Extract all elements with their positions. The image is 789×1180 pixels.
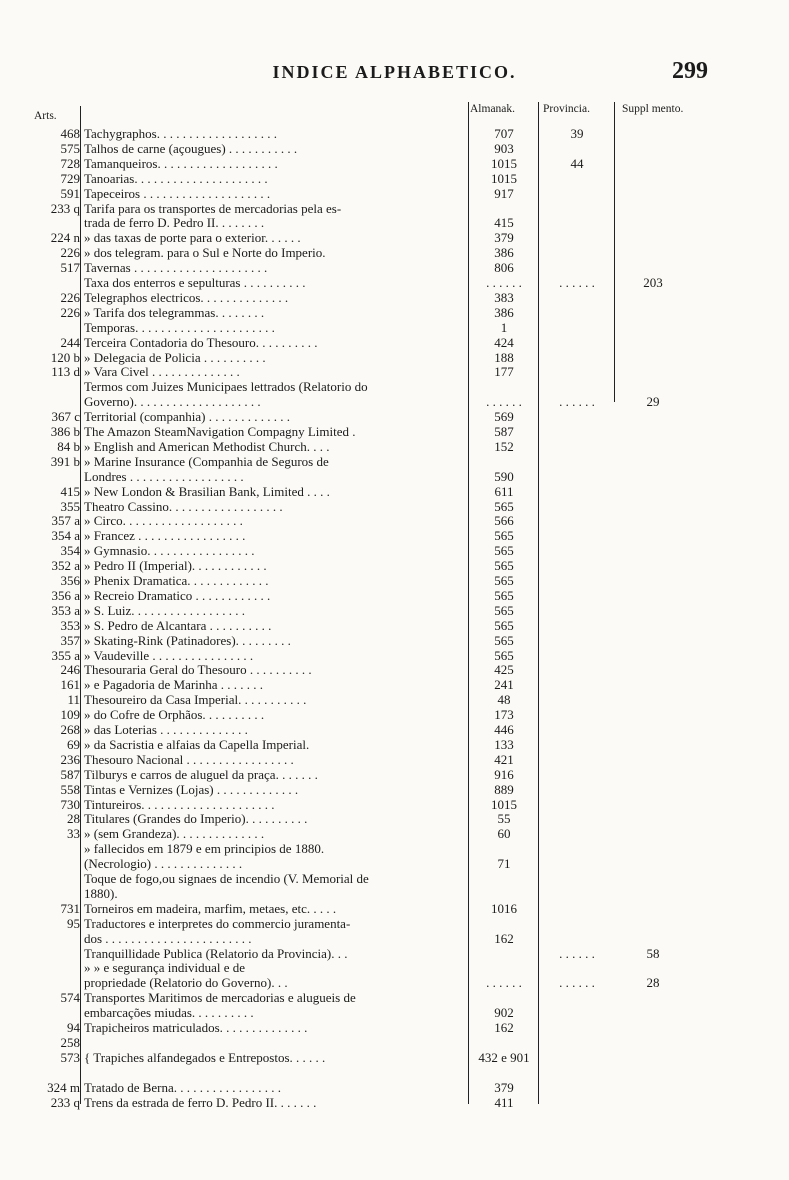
almanak-page: 48	[497, 692, 511, 708]
table-row	[0, 782, 789, 797]
almanak-page: . . . . . .	[486, 975, 522, 991]
table-row	[0, 454, 789, 469]
entry-text: » fallecidos em 1879 e em principios de 1880.	[84, 841, 325, 857]
almanak-page: 707	[494, 126, 514, 141]
almanak-page: 1015	[491, 796, 517, 812]
entry-text: » » e segurança individual e de	[84, 960, 245, 976]
almanak-page: 425	[494, 662, 514, 678]
article-number: 355	[60, 498, 80, 514]
entry-text: Telegraphos electricos. . . . . . . . . . . . . .	[84, 289, 289, 305]
column-header-almanak: Almanak.	[470, 103, 516, 115]
almanak-page: 411	[494, 1094, 514, 1110]
page-title: INDICE ALPHABETICO.	[272, 62, 517, 82]
entry-text: » Recreio Dramatico . . . . . . . . . . . .	[84, 587, 271, 603]
table-row	[0, 364, 789, 379]
entry-text: Trapicheiros matriculados. . . . . . . . . . . . . .	[84, 1020, 308, 1035]
entry-text: Tanoarias. . . . . . . . . . . . . . . . . . . . .	[84, 170, 268, 186]
table-row	[0, 960, 789, 975]
table-row	[0, 171, 789, 186]
almanak-page: 565	[494, 573, 514, 588]
entry-text: » S. Pedro de Alcantara . . . . . . . . . .	[84, 617, 272, 633]
entry-text: { Trapiches alfandegados e Entrepostos. . . . . .	[84, 1049, 326, 1065]
article-number: 120 b	[50, 349, 80, 365]
column-header-arts: Arts.	[34, 110, 57, 122]
entry-text: » (sem Grandeza). . . . . . . . . . . . . .	[84, 826, 265, 842]
almanak-page: 386	[494, 304, 514, 320]
almanak-page: 566	[494, 513, 514, 529]
table-row	[0, 186, 789, 201]
article-number: 244	[60, 334, 80, 350]
table-row	[0, 826, 789, 841]
almanak-page: 565	[494, 632, 514, 648]
article-number: 353 a	[51, 602, 80, 618]
table-row	[0, 290, 789, 305]
entry-text: Trens da estrada de ferro D. Pedro II. . . . . . .	[84, 1094, 317, 1110]
table-row	[0, 156, 789, 171]
article-number: 356 a	[51, 587, 80, 603]
entry-text: » do Cofre de Orphãos. . . . . . . . . .	[84, 707, 265, 723]
article-number: 353	[60, 617, 80, 633]
entry-text: Toque de fogo,ou signaes de incendio (V. Memorial de	[84, 871, 369, 886]
table-row	[0, 528, 789, 543]
entry-text: Londres . . . . . . . . . . . . . . . . . .	[84, 468, 244, 484]
entry-text: » Francez . . . . . . . . . . . . . . . . .	[84, 528, 246, 544]
entry-text: » dos telegram. para o Sul e Norte do Imperio.	[84, 245, 326, 261]
page-number: 299	[672, 58, 708, 84]
article-number: 728	[60, 155, 80, 171]
article-number: 69	[67, 736, 80, 752]
table-row	[0, 513, 789, 528]
article-number: 729	[60, 170, 80, 186]
column-header-provincia: Provincia.	[543, 103, 590, 115]
article-number: 246	[60, 662, 80, 678]
table-row	[0, 603, 789, 618]
table-row	[0, 215, 789, 230]
entry-text: The Amazon SteamNavigation Compagny Limited .	[84, 424, 356, 439]
table-row	[0, 588, 789, 603]
table-row	[0, 1050, 789, 1065]
article-number: 357 a	[51, 513, 80, 529]
table-row	[0, 1065, 789, 1080]
article-number: 517	[60, 260, 80, 276]
article-number: 258	[60, 1034, 80, 1050]
entry-text: Tavernas . . . . . . . . . . . . . . . . . . . . .	[84, 260, 268, 276]
entry-text: » das Loterias . . . . . . . . . . . . . .	[84, 722, 248, 737]
entry-text: Tilburys e carros de aluguel da praça. . . . . . .	[84, 766, 318, 782]
almanak-page: 565	[494, 647, 514, 663]
entry-text: dos . . . . . . . . . . . . . . . . . . . . . . .	[84, 930, 252, 946]
almanak-page: 162	[494, 930, 514, 946]
almanak-page: 379	[494, 1079, 514, 1095]
almanak-page: 432 e 901	[478, 1049, 530, 1065]
table-row	[0, 901, 789, 916]
entry-text: Traductores e interpretes do commercio juramenta-	[84, 915, 351, 931]
table-row	[0, 141, 789, 156]
article-number: 367 c	[51, 409, 80, 425]
almanak-page: . . . . . .	[486, 394, 522, 410]
almanak-page: 415	[494, 215, 514, 231]
article-number: 224 n	[50, 230, 80, 246]
entry-text: Tachygraphos. . . . . . . . . . . . . . . . . . .	[84, 126, 277, 141]
table-row	[0, 305, 789, 320]
almanak-page: 162	[494, 1020, 514, 1035]
article-number: 415	[60, 483, 80, 499]
table-row	[0, 394, 789, 409]
entry-text: Termos com Juizes Municipaes lettrados (Relatorio do	[84, 379, 368, 395]
almanak-page: . . . . . .	[486, 275, 522, 290]
almanak-page: 565	[494, 528, 514, 544]
table-row	[0, 558, 789, 573]
almanak-page: 177	[494, 364, 514, 380]
table-row	[0, 484, 789, 499]
table-row	[0, 126, 789, 141]
article-number: 226	[60, 245, 80, 261]
almanak-page: 1	[500, 319, 508, 335]
article-number: 558	[60, 781, 80, 797]
provincia-page: 44	[570, 155, 584, 171]
table-row	[0, 409, 789, 424]
entry-text: Transportes Maritimos de mercadorias e alugueis de	[84, 990, 356, 1006]
entry-text: » Vara Civel . . . . . . . . . . . . . .	[84, 364, 240, 380]
entry-text: Terceira Contadoria do Thesouro. . . . . . . . . .	[84, 334, 318, 350]
almanak-page: 565	[494, 602, 514, 618]
entry-text: Torneiros em madeira, marfim, metaes, etc. . . . .	[84, 900, 337, 916]
article-number: 84 b	[57, 438, 80, 454]
table-row	[0, 633, 789, 648]
entry-text: » Phenix Dramatica. . . . . . . . . . . . .	[84, 573, 269, 588]
table-row	[0, 707, 789, 722]
table-row	[0, 230, 789, 245]
table-row	[0, 692, 789, 707]
almanak-page: 241	[494, 677, 514, 693]
provincia-page: . . . . . .	[559, 975, 595, 991]
table-row	[0, 320, 789, 335]
article-number: 354	[60, 543, 80, 559]
almanak-page: 565	[494, 587, 514, 603]
entry-text: Thesouraria Geral do Thesouro . . . . . . . . . .	[84, 662, 312, 678]
article-number: 591	[60, 185, 80, 201]
article-number: 226	[60, 304, 80, 320]
table-row	[0, 379, 789, 394]
almanak-page: 917	[494, 185, 514, 201]
table-row	[0, 916, 789, 931]
almanak-page: 889	[494, 781, 514, 797]
entry-text: » English and American Methodist Church. . . .	[84, 438, 330, 454]
almanak-page: 152	[494, 438, 514, 454]
almanak-page: 55	[497, 811, 511, 827]
article-number: 236	[60, 751, 80, 767]
table-row	[0, 1020, 789, 1035]
article-number: 386 b	[50, 424, 80, 439]
table-row	[0, 499, 789, 514]
table-row	[0, 946, 789, 961]
article-number: 587	[60, 766, 80, 782]
entry-text: » Tarifa dos telegrammas. . . . . . . .	[84, 304, 265, 320]
table-row	[0, 737, 789, 752]
table-row	[0, 424, 789, 439]
table-row	[0, 260, 789, 275]
table-row	[0, 439, 789, 454]
almanak-page: 1015	[491, 170, 517, 186]
article-number: 731	[60, 900, 80, 916]
entry-text: Territorial (companhia) . . . . . . . . . . . . .	[84, 409, 290, 425]
entry-text: Tarifa para os transportes de mercadorias pela es-	[84, 200, 342, 216]
article-number: 357	[60, 632, 80, 648]
entry-text: Tratado de Berna. . . . . . . . . . . . . . . . .	[84, 1079, 282, 1095]
provincia-page: . . . . . .	[559, 275, 595, 290]
entry-text: Theatro Cassino. . . . . . . . . . . . . . . . . .	[84, 498, 283, 514]
entry-text: Tapeceiros . . . . . . . . . . . . . . . . . . . .	[84, 185, 271, 201]
provincia-page: . . . . . .	[559, 945, 595, 961]
table-row	[0, 1095, 789, 1110]
table-row	[0, 335, 789, 350]
entry-text: Tintas e Vernizes (Lojas) . . . . . . . . . . . . .	[84, 781, 299, 797]
table-row	[0, 752, 789, 767]
table-row	[0, 856, 789, 871]
table-row	[0, 573, 789, 588]
almanak-page: 569	[494, 409, 514, 425]
table-row	[0, 662, 789, 677]
article-number: 109	[60, 707, 80, 723]
table-row	[0, 841, 789, 856]
table-row	[0, 1080, 789, 1095]
article-number: 11	[67, 692, 80, 708]
entry-text: Tranquillidade Publica (Relatorio da Provincia). . .	[84, 945, 348, 961]
article-number: 94	[67, 1020, 80, 1035]
entry-text: 1880).	[84, 885, 118, 901]
supplemento-page: 203	[643, 275, 663, 290]
supplemento-page: 58	[646, 945, 660, 961]
almanak-page: 587	[494, 424, 514, 439]
table-row	[0, 1005, 789, 1020]
entry-text: propriedade (Relatorio do Governo). . .	[84, 975, 288, 991]
article-number: 268	[60, 722, 80, 737]
almanak-page: 916	[494, 766, 514, 782]
article-number: 113 d	[51, 364, 80, 380]
entry-text: » Delegacia de Policia . . . . . . . . . .	[84, 349, 266, 365]
article-number: 574	[60, 990, 80, 1006]
almanak-page: 611	[494, 483, 514, 499]
table-row	[0, 722, 789, 737]
almanak-page: 902	[494, 1005, 514, 1021]
almanak-page: 1016	[491, 900, 517, 916]
supplemento-page: 28	[646, 975, 660, 991]
provincia-page: . . . . . .	[559, 394, 595, 410]
article-number: 352 a	[51, 558, 80, 574]
article-number: 730	[60, 796, 80, 812]
article-number: 324 m	[47, 1079, 80, 1095]
almanak-page: 1015	[491, 155, 517, 171]
table-row	[0, 975, 789, 990]
almanak-page: 386	[494, 245, 514, 261]
table-row	[0, 201, 789, 216]
table-row	[0, 990, 789, 1005]
almanak-page: 565	[494, 558, 514, 574]
entry-text: Titulares (Grandes do Imperio). . . . . . . . . .	[84, 811, 308, 827]
article-number: 233 q	[50, 1094, 80, 1110]
table-row	[0, 543, 789, 558]
almanak-page: 446	[494, 722, 514, 737]
entry-text: » Vaudeville . . . . . . . . . . . . . . . .	[84, 647, 254, 663]
entry-text: Taxa dos enterros e sepulturas . . . . . . . . . .	[84, 275, 306, 290]
table-row	[0, 767, 789, 782]
entry-text: trada de ferro D. Pedro II. . . . . . . .	[84, 215, 265, 231]
table-row	[0, 677, 789, 692]
table-row	[0, 871, 789, 886]
table-row	[0, 648, 789, 663]
provincia-page: 39	[570, 126, 584, 141]
entry-text: Thesoureiro da Casa Imperial. . . . . . . . . . .	[84, 692, 307, 708]
article-number: 233 q	[50, 200, 80, 216]
almanak-page: 383	[494, 289, 514, 305]
almanak-page: 173	[494, 707, 514, 723]
article-number: 355 a	[51, 647, 80, 663]
table-row	[0, 886, 789, 901]
entry-text: » Circo. . . . . . . . . . . . . . . . . . .	[84, 513, 243, 529]
article-number: 354 a	[51, 528, 80, 544]
entry-text: Governo). . . . . . . . . . . . . . . . . . . .	[84, 394, 261, 410]
article-number: 226	[60, 289, 80, 305]
entry-text: » S. Luiz. . . . . . . . . . . . . . . . . .	[84, 602, 246, 618]
table-row	[0, 469, 789, 484]
entry-text: Tintureiros. . . . . . . . . . . . . . . . . . . . .	[84, 796, 275, 812]
entry-text: » das taxas de porte para o exterior. . . . . .	[84, 230, 301, 246]
article-number: 95	[67, 915, 80, 931]
entry-text: » e Pagadoria de Marinha . . . . . . .	[84, 677, 264, 693]
entry-text: embarcações miudas. . . . . . . . . .	[84, 1005, 254, 1021]
article-number: 33	[67, 826, 80, 842]
supplemento-page: 29	[646, 394, 660, 410]
table-row	[0, 811, 789, 826]
table-row	[0, 1035, 789, 1050]
almanak-page: 565	[494, 617, 514, 633]
table-row	[0, 797, 789, 812]
entry-text: Tamanqueiros. . . . . . . . . . . . . . . . . . .	[84, 155, 278, 171]
almanak-page: 71	[497, 856, 511, 872]
article-number: 468	[60, 126, 80, 141]
almanak-page: 565	[494, 543, 514, 559]
almanak-page: 806	[494, 260, 514, 276]
entry-text: Temporas. . . . . . . . . . . . . . . . . . . . . .	[84, 319, 275, 335]
entry-text: » da Sacristia e alfaias da Capella Imperial.	[84, 736, 310, 752]
almanak-page: 424	[494, 334, 514, 350]
entry-text: Thesouro Nacional . . . . . . . . . . . . . . . . .	[84, 751, 294, 767]
article-number: 161	[60, 677, 80, 693]
almanak-page: 590	[494, 468, 514, 484]
almanak-page: 188	[494, 349, 514, 365]
article-number: 391 b	[50, 453, 80, 469]
table-row	[0, 618, 789, 633]
article-number: 573	[60, 1049, 80, 1065]
entry-text: » Marine Insurance (Companhia de Seguros de	[84, 453, 329, 469]
article-number: 356	[60, 573, 80, 588]
table-row	[0, 931, 789, 946]
entry-text: » Pedro II (Imperial). . . . . . . . . . . .	[84, 558, 267, 574]
entry-text: (Necrologio) . . . . . . . . . . . . . .	[84, 856, 243, 872]
article-number: 575	[60, 140, 80, 156]
almanak-page: 379	[494, 230, 514, 246]
table-row	[0, 245, 789, 260]
column-header-supplemento: Suppl mento.	[622, 103, 684, 115]
entry-text: » New London & Brasilian Bank, Limited . . . .	[84, 483, 330, 499]
almanak-page: 421	[494, 751, 514, 767]
article-number: 28	[67, 811, 80, 827]
almanak-page: 565	[494, 498, 514, 514]
almanak-page: 60	[497, 826, 511, 842]
table-row	[0, 275, 789, 290]
almanak-page: 133	[494, 736, 514, 752]
almanak-page: 903	[494, 140, 514, 156]
entry-text: » Gymnasio. . . . . . . . . . . . . . . . .	[84, 543, 255, 559]
table-row	[0, 350, 789, 365]
entry-text: » Skating-Rink (Patinadores). . . . . . . . .	[84, 632, 291, 648]
entry-text: Talhos de carne (açougues) . . . . . . . . . . .	[84, 140, 298, 156]
